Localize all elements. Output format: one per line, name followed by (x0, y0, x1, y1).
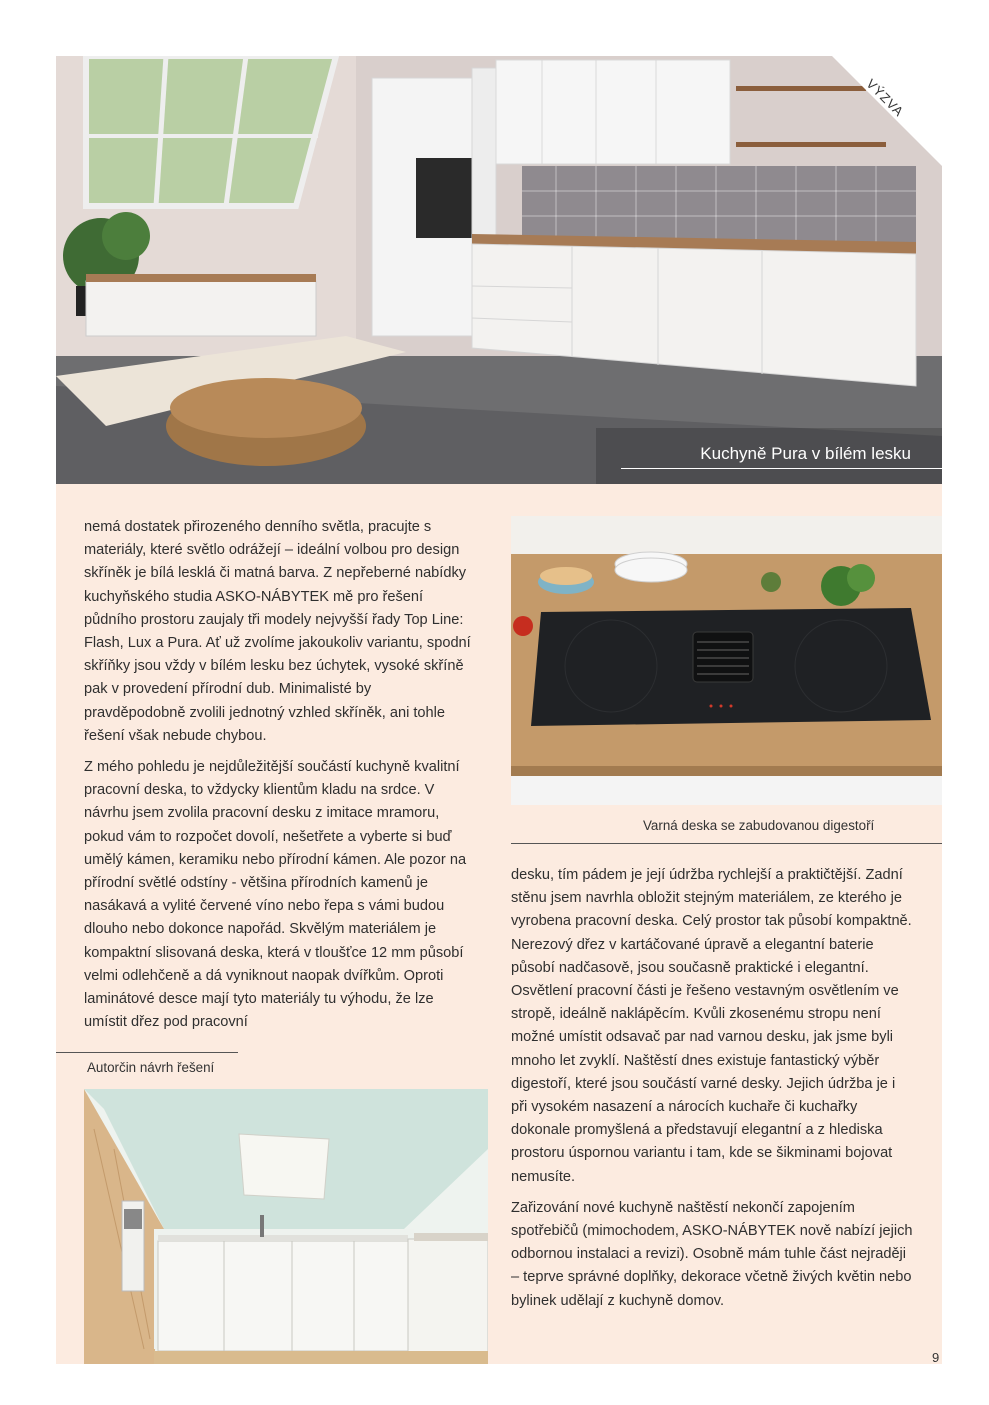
sketch-caption-rule (56, 1052, 238, 1053)
paragraph: nemá dostatek přirozeného denního světla, pracujte s materiály, které světlo odrážejí – ideální volbou pro design skříněk je bílá lesklá či matná barva. Z nepřeberné nabídky kuchyňského studia ASKO-NÁBYTEK mě pro řešení půdního prostoru zaujaly tři modely nejvyšší řady Top Line: Flash, Lux a Pura. Ať už zvolíme jakoukoliv variantu, spodní skříňky jsou vždy v bílém lesku bez úchytek, vysoké skříně pak v provedení přírodní dub. Minimalisté by pravděpodobně zvolili jednotný vzhled skříněk, ani tohle řešení však nebude chybou. (84, 519, 471, 744)
section-tag: VÝZVA (863, 76, 908, 120)
paragraph: Z mého pohledu je nejdůležitější součástí kuchyně kvalitní pracovní deska, to vždycky klientům kladu na srdce. V návrhu jsem zvolila pracovní desku z imitace mramoru, pokud vám to rozpočet dovolí, nešetřete a vyberte si buď umělý kámen, keramiku nebo přírodní kámen. Ale pozor na přírodní světlé odstíny - většina přírodních kamenů je nasákavá a vylité červené víno nebo řepa s vámi budou dlouho nebo dokonce napořád. Skvělým materiálem je kompaktní slisovaná deska, která v tloušťce 12 mm působí velmi odlehčeně a dá vyniknout naopak dvířkům. Oproti laminátové desce mají tyto materiály tu výhodu, že lze umístit dřez pod pracovní (84, 759, 467, 1031)
page-number: 9 (932, 1350, 940, 1365)
kitchen-illustration (56, 56, 942, 484)
design-sketch (84, 1089, 488, 1364)
paragraph: Zařizování nové kuchyně naštěstí nekončí zapojením spotřebičů (mimochodem, ASKO-NÁBYTEK nově nabízí jejich odbornou instalaci a revizi). Osobně mám tuhle část nejraději – teprve správné doplňky, dekorace včetně živých květin nebo bylinek udělají z kuchyně domov. (511, 1199, 913, 1309)
paragraph: desku, tím pádem je její údržba rychlejší a praktičtější. Zadní stěnu jsem navrhla obložit stejným materiálem, ze kterého je vyrobena pracovní deska. Celý prostor tak působí kompaktně. Nerezový dřez v kartáčované úpravě a elegantní baterie působí nadčasově, jsou současně praktické i elegantní. Osvětlení pracovní části je řešeno vestavným osvětlením ve stropě, ideálně naklápěcím. Kvůli zkosenému stropu není možné umístit odsavač par nad varnou desku, jak jsme byli mnoho let zvyklí. Naštěstí dnes existuje fantastický výběr digestoří, které jsou součástí varné desky. Jejich údržba je i při vysokém nasazení a nárocích kuchaře či kuchařky dokonale promyšlená a představují elegantní a z hlediska prostoru úspornou variantu i tam, kde se šikminami bojovat nemusíte. (511, 867, 912, 1185)
article-left-column (84, 516, 472, 1042)
sketch-caption: Autorčin návrh řešení (87, 1060, 215, 1075)
hob-caption: Varná deska se zabudovanou digestoří (643, 818, 875, 833)
hero-caption-rule (621, 468, 942, 469)
hob-caption-rule (511, 843, 942, 844)
kitchen-hero-photo (56, 56, 942, 484)
article-right-column (511, 864, 915, 1321)
hob-illustration (511, 516, 942, 805)
hob-photo (511, 516, 942, 805)
sketch-illustration (84, 1089, 488, 1364)
hero-caption: Kuchyně Pura v bílém lesku (700, 444, 911, 463)
